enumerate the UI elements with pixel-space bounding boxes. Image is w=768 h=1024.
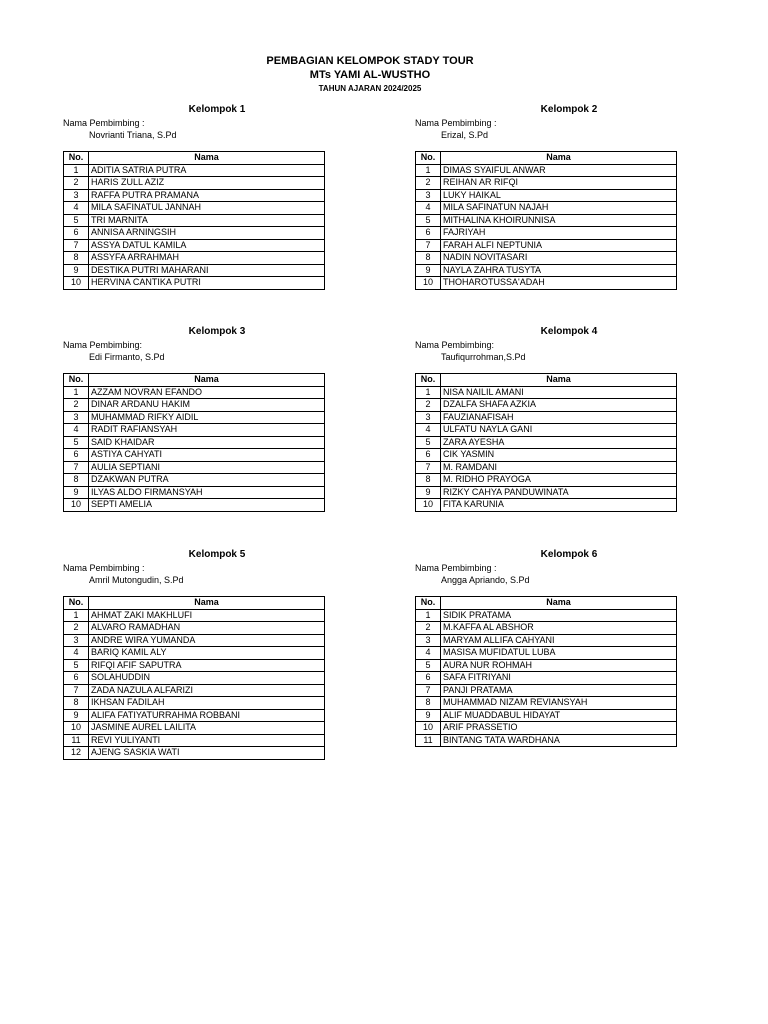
member-number: 2 <box>416 622 441 635</box>
table-row <box>416 189 677 202</box>
member-number: 12 <box>64 747 89 760</box>
table-row <box>416 461 677 474</box>
member-number: 9 <box>416 709 441 722</box>
member-name: NISA NAILIL AMANI <box>441 386 677 399</box>
table-row <box>64 747 325 760</box>
mentor-name: Angga Apriando, S.Pd <box>441 575 530 585</box>
mentor-name: Edi Firmanto, S.Pd <box>89 352 165 362</box>
member-name: PANJI PRATAMA <box>441 684 677 697</box>
member-number: 10 <box>416 722 441 735</box>
table-row <box>416 659 677 672</box>
member-number: 10 <box>64 499 89 512</box>
mentor-label: Nama Pembimbing: <box>415 340 495 350</box>
group-title <box>63 325 331 339</box>
mentor-name: Taufiqurrohman,S.Pd <box>441 352 526 362</box>
table-row <box>416 709 677 722</box>
member-number: 7 <box>64 239 89 252</box>
member-number: 6 <box>416 672 441 685</box>
member-number: 1 <box>64 386 89 399</box>
member-name: DIMAS SYAIFUL ANWAR <box>441 164 677 177</box>
member-name: ALVARO RAMADHAN <box>89 622 325 635</box>
member-number: 7 <box>64 461 89 474</box>
table-row <box>64 252 325 265</box>
table-row <box>64 277 325 290</box>
table-row <box>64 202 325 215</box>
academic-year: TAHUN AJARAN 2024/2025 <box>318 84 422 93</box>
table-row <box>64 622 325 635</box>
member-name: NADIN NOVITASARI <box>441 252 677 265</box>
table-header-row <box>64 374 325 387</box>
mentor-label: Nama Pembimbing : <box>63 563 145 573</box>
member-number: 8 <box>416 697 441 710</box>
col-name-header: Nama <box>89 374 325 387</box>
member-number: 4 <box>64 647 89 660</box>
member-name: JASMINE AUREL LAILITA <box>89 722 325 735</box>
member-name: CIK YASMIN <box>441 449 677 462</box>
member-name: ASSYFA ARRAHMAH <box>89 252 325 265</box>
member-number: 8 <box>416 252 441 265</box>
member-name: RIZKY CAHYA PANDUWINATA <box>441 486 677 499</box>
member-name: DESTIKA PUTRI MAHARANI <box>89 264 325 277</box>
col-no-header: No. <box>416 597 441 610</box>
table-row <box>64 474 325 487</box>
member-name: DZAKWAN PUTRA <box>89 474 325 487</box>
member-name: ADITIA SATRIA PUTRA <box>89 164 325 177</box>
member-name: BARIQ KAMIL ALY <box>89 647 325 660</box>
table-row <box>64 709 325 722</box>
member-number: 6 <box>64 449 89 462</box>
col-name-header: Nama <box>89 152 325 165</box>
table-row <box>64 424 325 437</box>
member-name: MASISA MUFIDATUL LUBA <box>441 647 677 660</box>
member-number: 8 <box>416 474 441 487</box>
group-title-text: Kelompok 1 <box>188 104 246 115</box>
table-row <box>416 609 677 622</box>
member-name: ANNISA ARNINGSIH <box>89 227 325 240</box>
group-title-text: Kelompok 3 <box>188 326 246 337</box>
col-no-header: No. <box>416 374 441 387</box>
member-number: 6 <box>64 227 89 240</box>
member-name: MILA SAFINATUL JANNAH <box>89 202 325 215</box>
member-number: 6 <box>64 672 89 685</box>
table-row <box>64 214 325 227</box>
table-row <box>416 214 677 227</box>
member-name: M. RAMDANI <box>441 461 677 474</box>
member-name: RIFQI AFIF SAPUTRA <box>89 659 325 672</box>
member-name: NAYLA ZAHRA TUSYTA <box>441 264 677 277</box>
member-number: 3 <box>64 189 89 202</box>
table-row <box>64 647 325 660</box>
document-title: PEMBAGIAN KELOMPOK STADY TOUR <box>266 55 474 67</box>
table-row <box>64 386 325 399</box>
member-number: 9 <box>416 264 441 277</box>
member-number: 7 <box>64 684 89 697</box>
table-row <box>416 424 677 437</box>
member-name: SAID KHAIDAR <box>89 436 325 449</box>
table-row <box>416 499 677 512</box>
member-name: RADIT RAFIANSYAH <box>89 424 325 437</box>
member-number: 2 <box>64 399 89 412</box>
member-name: AJENG SASKIA WATI <box>89 747 325 760</box>
member-number: 3 <box>416 634 441 647</box>
member-name: M. RIDHO PRAYOGA <box>441 474 677 487</box>
mentor-name: Amril Mutongudin, S.Pd <box>89 575 184 585</box>
member-name: ASSYA DATUL KAMILA <box>89 239 325 252</box>
table-header-row <box>416 152 677 165</box>
table-row <box>64 672 325 685</box>
table-row <box>64 264 325 277</box>
school-name: MTs YAMI AL-WUSTHO <box>309 69 431 81</box>
table-row <box>416 672 677 685</box>
col-name-header: Nama <box>441 374 677 387</box>
member-name: FITA KARUNIA <box>441 499 677 512</box>
table-row <box>416 684 677 697</box>
member-number: 2 <box>416 177 441 190</box>
table-header-row <box>416 374 677 387</box>
member-name: SIDIK PRATAMA <box>441 609 677 622</box>
member-number: 4 <box>416 424 441 437</box>
member-name: AHMAT ZAKI MAKHLUFI <box>89 609 325 622</box>
table-header-row <box>64 152 325 165</box>
table-row <box>416 277 677 290</box>
member-number: 9 <box>64 709 89 722</box>
member-number: 1 <box>64 164 89 177</box>
member-name: RAFFA PUTRA PRAMANA <box>89 189 325 202</box>
table-row <box>64 634 325 647</box>
table-row <box>64 411 325 424</box>
table-header-row <box>416 597 677 610</box>
table-row <box>416 634 677 647</box>
member-number: 4 <box>416 647 441 660</box>
member-name: MUHAMMAD NIZAM REVIANSYAH <box>441 697 677 710</box>
member-name: AULIA SEPTIANI <box>89 461 325 474</box>
table-row <box>64 227 325 240</box>
member-number: 4 <box>64 202 89 215</box>
table-row <box>64 449 325 462</box>
member-name: REIHAN AR RIFQI <box>441 177 677 190</box>
table-row <box>416 449 677 462</box>
table-row <box>416 734 677 747</box>
member-number: 5 <box>64 659 89 672</box>
member-table <box>415 373 677 512</box>
member-name: SAFA FITRIYANI <box>441 672 677 685</box>
table-row <box>64 177 325 190</box>
member-name: AURA NUR ROHMAH <box>441 659 677 672</box>
member-number: 3 <box>416 411 441 424</box>
group-title-text: Kelompok 6 <box>540 549 598 560</box>
col-no-header: No. <box>64 152 89 165</box>
table-row <box>64 499 325 512</box>
group-title <box>415 325 683 339</box>
table-row <box>416 386 677 399</box>
table-row <box>64 659 325 672</box>
group-title-text: Kelompok 4 <box>540 326 598 337</box>
group-title <box>63 103 331 117</box>
member-number: 10 <box>64 277 89 290</box>
member-name: HARIS ZULL AZIZ <box>89 177 325 190</box>
group-title <box>415 548 683 562</box>
table-row <box>416 474 677 487</box>
member-table <box>63 151 325 290</box>
col-name-header: Nama <box>89 597 325 610</box>
table-row <box>64 609 325 622</box>
member-name: HERVINA CANTIKA PUTRI <box>89 277 325 290</box>
member-table <box>63 596 325 760</box>
table-row <box>416 264 677 277</box>
table-row <box>416 436 677 449</box>
member-name: ASTIYA CAHYATI <box>89 449 325 462</box>
table-row <box>416 486 677 499</box>
table-row <box>416 399 677 412</box>
member-number: 1 <box>64 609 89 622</box>
col-no-header: No. <box>64 597 89 610</box>
member-number: 11 <box>64 734 89 747</box>
member-name: MITHALINA KHOIRUNNISA <box>441 214 677 227</box>
member-name: AZZAM NOVRAN EFANDO <box>89 386 325 399</box>
member-number: 5 <box>416 659 441 672</box>
member-number: 9 <box>64 486 89 499</box>
member-number: 5 <box>416 214 441 227</box>
table-row <box>64 164 325 177</box>
table-row <box>64 486 325 499</box>
table-row <box>64 436 325 449</box>
member-number: 11 <box>416 734 441 747</box>
member-name: SOLAHUDDIN <box>89 672 325 685</box>
member-number: 1 <box>416 164 441 177</box>
col-no-header: No. <box>64 374 89 387</box>
member-number: 8 <box>64 252 89 265</box>
member-number: 2 <box>64 177 89 190</box>
member-name: TRI MARNITA <box>89 214 325 227</box>
table-row <box>416 411 677 424</box>
member-table <box>415 151 677 290</box>
member-number: 6 <box>416 227 441 240</box>
member-name: ZARA AYESHA <box>441 436 677 449</box>
member-number: 1 <box>416 609 441 622</box>
member-name: ARIF PRASSETIO <box>441 722 677 735</box>
member-name: SEPTI AMELIA <box>89 499 325 512</box>
member-number: 4 <box>416 202 441 215</box>
group-title-text: Kelompok 5 <box>188 549 246 560</box>
group-4 <box>415 325 683 512</box>
col-no-header: No. <box>416 152 441 165</box>
member-name: DZALFA SHAFA AZKIA <box>441 399 677 412</box>
table-row <box>64 399 325 412</box>
table-row <box>416 164 677 177</box>
table-header-row <box>64 597 325 610</box>
member-number: 5 <box>416 436 441 449</box>
member-number: 3 <box>64 634 89 647</box>
table-row <box>416 227 677 240</box>
mentor-label: Nama Pembimbing: <box>63 340 143 350</box>
group-2 <box>415 103 683 290</box>
member-name: DINAR ARDANU HAKIM <box>89 399 325 412</box>
table-row <box>64 461 325 474</box>
member-number: 7 <box>416 684 441 697</box>
member-name: MILA SAFINATUN NAJAH <box>441 202 677 215</box>
member-name: ILYAS ALDO FIRMANSYAH <box>89 486 325 499</box>
group-3 <box>63 325 331 512</box>
member-number: 5 <box>64 436 89 449</box>
member-name: IKHSAN FADILAH <box>89 697 325 710</box>
member-number: 4 <box>64 424 89 437</box>
table-row <box>416 622 677 635</box>
member-name: LUKY HAIKAL <box>441 189 677 202</box>
member-name: MUHAMMAD RIFKY AIDIL <box>89 411 325 424</box>
table-row <box>416 647 677 660</box>
group-5 <box>63 548 331 760</box>
mentor-label: Nama Pembimbing : <box>415 563 497 573</box>
member-number: 2 <box>64 622 89 635</box>
member-name: FAJRIYAH <box>441 227 677 240</box>
member-name: REVI YULIYANTI <box>89 734 325 747</box>
col-name-header: Nama <box>441 152 677 165</box>
member-table <box>415 596 677 747</box>
member-name: ANDRE WIRA YUMANDA <box>89 634 325 647</box>
table-row <box>416 722 677 735</box>
member-name: MARYAM ALLIFA CAHYANI <box>441 634 677 647</box>
member-name: ZADA NAZULA ALFARIZI <box>89 684 325 697</box>
member-name: FARAH ALFI NEPTUNIA <box>441 239 677 252</box>
member-number: 10 <box>64 722 89 735</box>
member-name: FAUZIANAFISAH <box>441 411 677 424</box>
table-row <box>416 177 677 190</box>
member-number: 10 <box>416 277 441 290</box>
mentor-label: Nama Pembimbing : <box>415 118 497 128</box>
table-row <box>64 734 325 747</box>
member-number: 10 <box>416 499 441 512</box>
table-row <box>64 684 325 697</box>
member-name: THOHAROTUSSA'ADAH <box>441 277 677 290</box>
mentor-name: Novrianti Triana, S.Pd <box>89 130 177 140</box>
member-name: BINTANG TATA WARDHANA <box>441 734 677 747</box>
member-number: 8 <box>64 697 89 710</box>
member-number: 2 <box>416 399 441 412</box>
group-title-text: Kelompok 2 <box>540 104 598 115</box>
table-row <box>416 202 677 215</box>
member-number: 6 <box>416 449 441 462</box>
group-title <box>63 548 331 562</box>
mentor-label: Nama Pembimbing : <box>63 118 145 128</box>
member-number: 9 <box>64 264 89 277</box>
table-row <box>64 722 325 735</box>
table-row <box>416 697 677 710</box>
member-number: 7 <box>416 461 441 474</box>
member-name: ALIF MUADDABUL HIDAYAT <box>441 709 677 722</box>
member-number: 3 <box>416 189 441 202</box>
table-row <box>64 697 325 710</box>
member-name: ALIFA FATIYATURRAHMA ROBBANI <box>89 709 325 722</box>
member-name: ULFATU NAYLA GANI <box>441 424 677 437</box>
member-number: 8 <box>64 474 89 487</box>
member-number: 7 <box>416 239 441 252</box>
group-1 <box>63 103 331 290</box>
table-row <box>64 189 325 202</box>
member-number: 1 <box>416 386 441 399</box>
member-name: M.KAFFA AL ABSHOR <box>441 622 677 635</box>
table-row <box>416 252 677 265</box>
group-title <box>415 103 683 117</box>
mentor-name: Erizal, S.Pd <box>441 130 489 140</box>
member-table <box>63 373 325 512</box>
member-number: 5 <box>64 214 89 227</box>
col-name-header: Nama <box>441 597 677 610</box>
group-6 <box>415 548 683 747</box>
table-row <box>64 239 325 252</box>
member-number: 3 <box>64 411 89 424</box>
table-row <box>416 239 677 252</box>
member-number: 9 <box>416 486 441 499</box>
